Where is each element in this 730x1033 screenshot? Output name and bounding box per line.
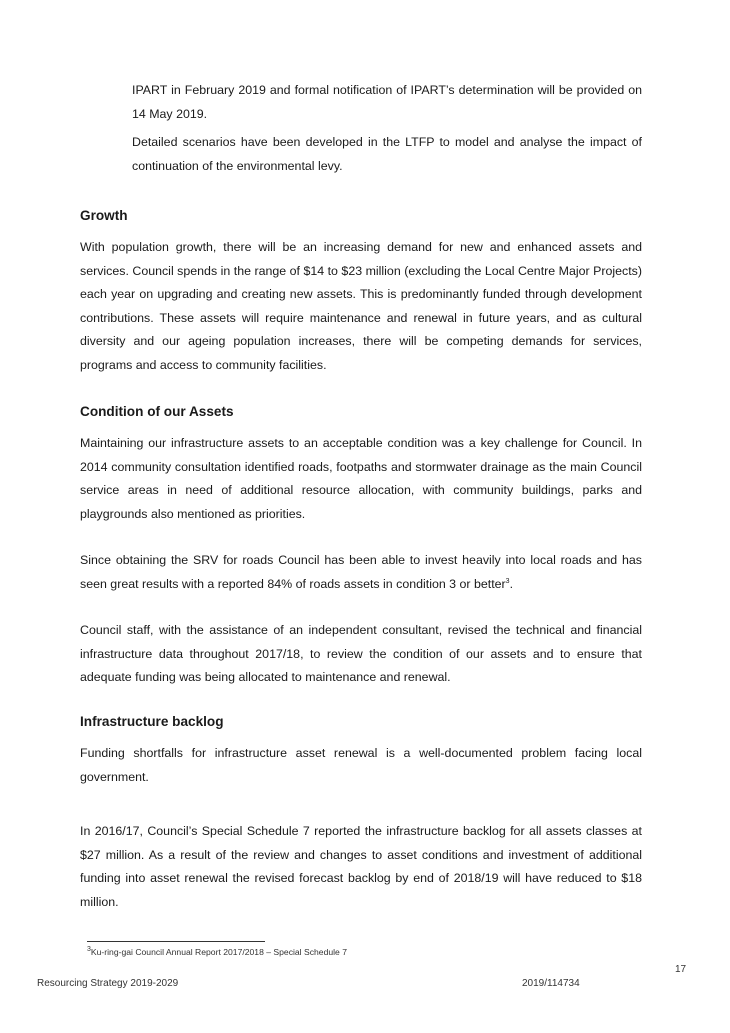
- condition-paragraph-3: Council staff, with the assistance of an independent consultant, revised the technical and financial infrastructure data throughout 2017/18, to review the condition of our assets and to ensure that adequate funding was being allocated to maintenance and renewal.: [80, 623, 642, 685]
- ipart-paragraph: IPART in February 2019 and formal notification of IPART’s determination will be provided on 14 May 2019.: [132, 83, 642, 121]
- growth-heading: Growth: [80, 208, 128, 223]
- condition-paragraph-2-end: .: [509, 576, 514, 591]
- footer-reference-number: 2019/114734: [522, 978, 580, 989]
- footnote-number: 3: [87, 946, 91, 954]
- page-number: 17: [675, 964, 687, 975]
- footnote: [87, 947, 347, 957]
- backlog-heading: Infrastructure backlog: [80, 714, 224, 729]
- condition-paragraph-2: [80, 549, 642, 596]
- condition-heading: Condition of our Assets: [80, 404, 234, 419]
- condition-paragraph-1: Maintaining our infrastructure assets to an acceptable condition was a key challenge for Council. In 2014 community consultation identified roads, footpaths and stormwater drainage as the main Council service areas in need of additional resource allocation, with community buildings, parks and playgrounds also mentioned as priorities.: [80, 436, 642, 521]
- footnote-text: Ku-ring-gai Council Annual Report 2017/2018 – Special Schedule 7: [90, 947, 347, 957]
- backlog-paragraph-1: Funding shortfalls for infrastructure asset renewal is a well-documented problem facing local government.: [80, 746, 642, 784]
- condition-paragraph-2-text: Since obtaining the SRV for roads Council has been able to invest heavily into local roads and has seen great results with a reported 84% of roads assets in condition 3 or better: [80, 553, 642, 591]
- scenarios-paragraph: Detailed scenarios have been developed in the LTFP to model and analyse the impact of continuation of the environmental levy.: [132, 135, 642, 173]
- backlog-paragraph-2: In 2016/17, Council’s Special Schedule 7 reported the infrastructure backlog for all assets classes at $27 million. As a result of the review and changes to asset conditions and investment of additional funding into asset renewal the revised forecast backlog by end of 2018/19 will have reduced to $18 million.: [80, 824, 642, 909]
- footnote-divider: [87, 941, 265, 942]
- growth-paragraph: With population growth, there will be an increasing demand for new and enhanced assets and services. Council spends in the range of $14 to $23 million (excluding the Local Centre Major Projects) each year on upgrading and creating new assets. This is predominantly funded through development contributions. These assets will require maintenance and renewal in future years, and as cultural diversity and our ageing population increases, there will be competing demands for services, programs and access to community facilities.: [80, 240, 642, 372]
- footnote-ref-3: 3: [505, 577, 510, 585]
- footer-document-title: Resourcing Strategy 2019-2029: [37, 978, 179, 989]
